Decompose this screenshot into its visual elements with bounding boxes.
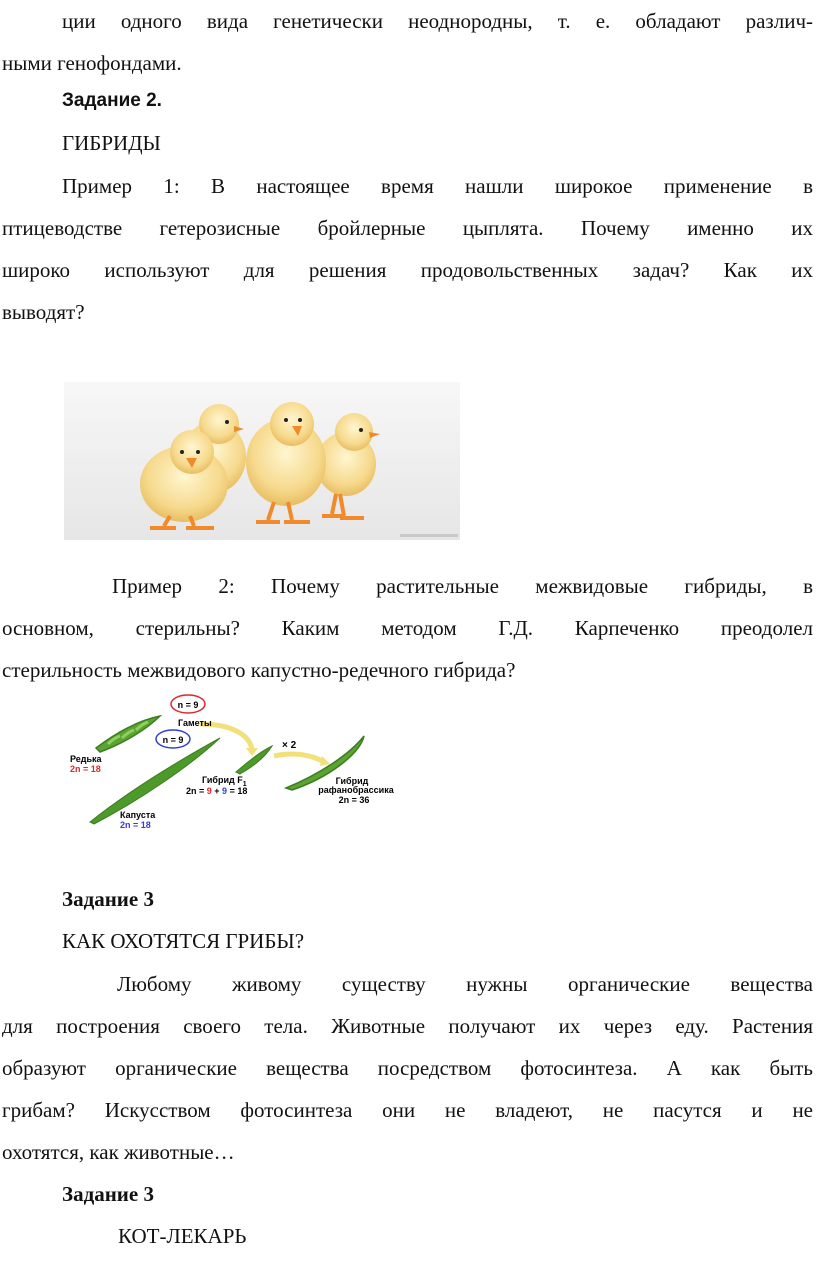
radish-label: Редька: [70, 754, 102, 764]
text-line: широко используют для решения продовольственных задач? Как их: [2, 258, 813, 282]
example2-paragraph: [2, 565, 813, 691]
chicks-photo: [64, 382, 460, 540]
cabbage-2n-label: 2n = 18: [120, 820, 151, 830]
hybrid-name-label: Гибрид: [335, 776, 369, 786]
hybrid-name2-label: рафанобрассика: [318, 785, 394, 795]
text-line: грибам? Искусством фотосинтеза они не владеют, не пасутся и не: [2, 1098, 813, 1122]
text-line: ными генофондами.: [2, 51, 182, 75]
hybrid-diagram-svg: [60, 690, 420, 830]
n-blue-label: n = 9: [162, 735, 184, 745]
hybrid-diagram: [60, 690, 420, 830]
text-line: птицеводстве гетерозисные бройлерные цыплята. Почему именно их: [2, 216, 813, 240]
task3a-paragraph: [2, 963, 813, 1173]
text-line: образуют органические вещества посредством фотосинтеза. А как быть: [2, 1056, 813, 1080]
text-line: для построения своего тела. Животные получают их через еду. Растения: [2, 1014, 813, 1038]
gametes-label: Гаметы: [178, 718, 212, 728]
example1-paragraph: [2, 165, 813, 333]
text-line: Пример 1: В настоящее время нашли широкое применение в: [62, 174, 813, 198]
text-line: Любому живому существу нужны органические вещества: [117, 972, 813, 996]
chicks-illustration: [64, 382, 460, 540]
text-line: охотятся, как животные…: [2, 1140, 235, 1164]
text-line: основном, стерильны? Каким методом Г.Д. Карпеченко преодолел: [2, 616, 813, 640]
task3b-heading: Задание 3: [62, 1182, 154, 1206]
radish-2n-label: 2n = 18: [70, 764, 101, 774]
hybrid-f1-label: Гибрид $F_1$: [202, 775, 247, 788]
hybrid-2n-label: 2n = 36: [338, 795, 370, 805]
task2-title: ГИБРИДЫ: [62, 131, 161, 155]
x2-label: × 2: [282, 740, 297, 751]
text-line: ции одного вида генетически неоднородны, т. е. обладают различ-: [62, 9, 813, 33]
hybrid-f1-formula: 2n = 9 + 9 = 18: [186, 786, 248, 796]
text-line: выводят?: [2, 300, 85, 324]
intro-paragraph: [2, 0, 813, 84]
task3b-title: КОТ-ЛЕКАРЬ: [118, 1224, 247, 1248]
text-line: Пример 2: Почему растительные межвидовые гибриды, в: [112, 574, 813, 598]
task2-heading: Задание 2.: [62, 90, 162, 111]
text-line: стерильность межвидового капустно-редечного гибрида?: [2, 658, 516, 682]
cabbage-label: Капуста: [120, 810, 156, 820]
n-red-label: n = 9: [177, 700, 199, 710]
task3a-title: КАК ОХОТЯТСЯ ГРИБЫ?: [62, 929, 305, 953]
task3a-heading: Задание 3: [62, 887, 154, 911]
